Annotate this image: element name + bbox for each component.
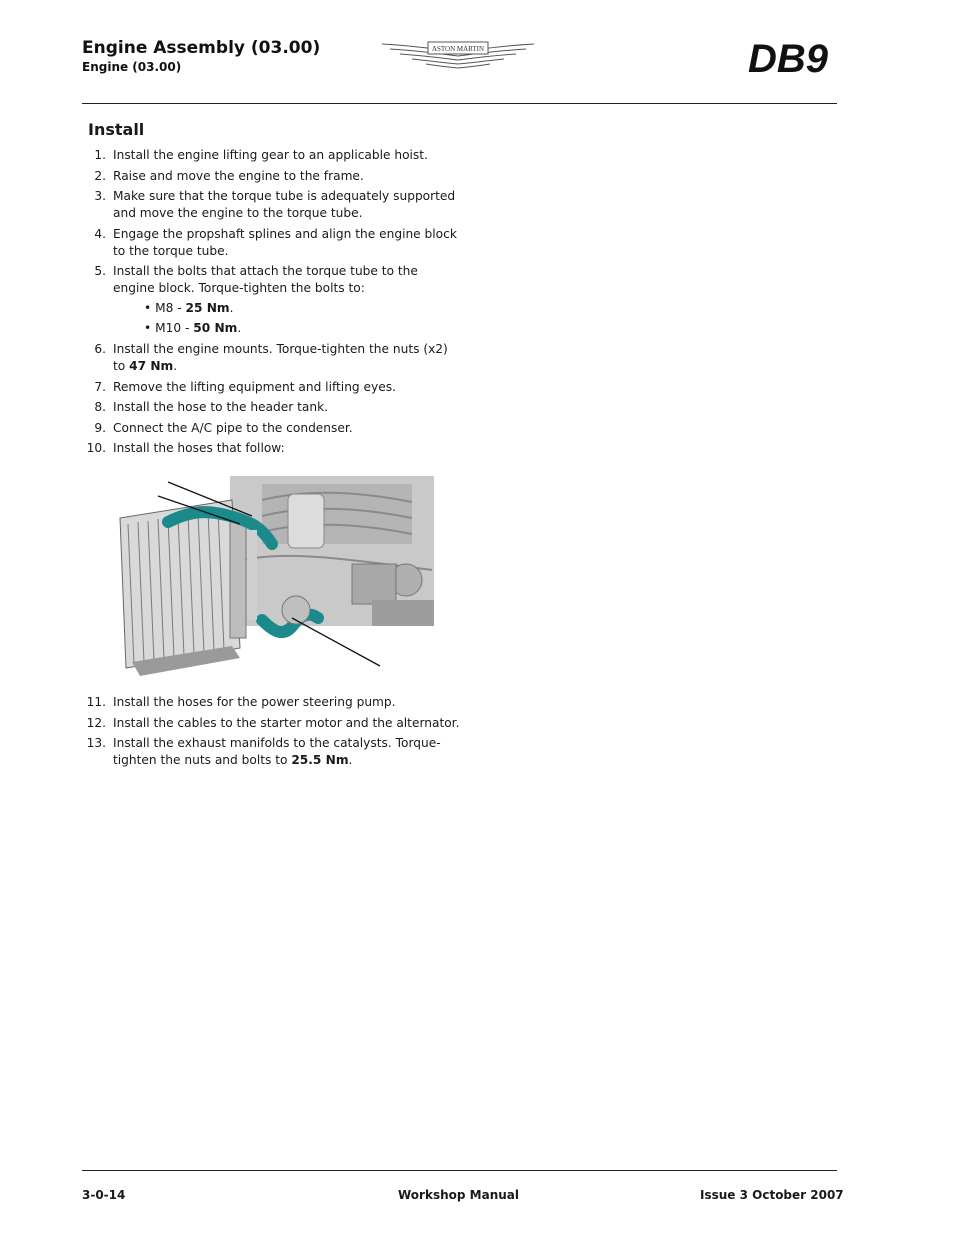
- torque-value: 25 Nm: [185, 301, 230, 316]
- torque-value: 25.5 Nm: [291, 753, 349, 768]
- bolt-size: M8: [155, 301, 174, 316]
- step-text: Install the hoses that follow:: [113, 441, 285, 456]
- torque-value: 47 Nm: [129, 358, 174, 373]
- list-item: [82, 226, 462, 260]
- step-number: 10.: [86, 441, 106, 456]
- step-number: 4.: [94, 226, 106, 241]
- step-number: 5.: [94, 264, 106, 279]
- step-number: 1.: [94, 148, 106, 162]
- step-number: 13.: [86, 736, 106, 751]
- torque-value: 50 Nm: [193, 321, 238, 336]
- db9-model-logo: [748, 30, 844, 80]
- step-number: 3.: [94, 189, 106, 204]
- step-text: Install the hose to the header tank.: [113, 400, 329, 415]
- step-text: Make sure that the torque tube is adequately supported and move the engine to the torque tube.: [113, 189, 456, 221]
- manual-title: Workshop Manual: [398, 1188, 519, 1202]
- install-steps-list: [82, 147, 462, 461]
- step-text: Install the cables to the starter motor and the alternator.: [113, 715, 460, 730]
- step-text: Engage the propshaft splines and align the engine block to the torque tube.: [113, 226, 457, 258]
- header-subtitle: Engine (03.00): [82, 60, 182, 74]
- list-item: [82, 341, 462, 375]
- step-text: Raise and move the engine to the frame.: [113, 168, 364, 183]
- step-number: 12.: [86, 715, 106, 730]
- install-steps-list-continued: [82, 694, 462, 773]
- step-number: 6.: [94, 341, 106, 356]
- list-item: [82, 188, 462, 222]
- list-item: [82, 168, 462, 185]
- step-number: 9.: [94, 420, 106, 435]
- step-number: 11.: [86, 695, 106, 709]
- aston-martin-wings-logo: [380, 36, 536, 80]
- torque-spec-m8: • M8 - 25 Nm.: [144, 301, 234, 316]
- list-item: [82, 420, 462, 437]
- step-text: Remove the lifting equipment and lifting eyes.: [113, 379, 396, 394]
- list-item: [82, 694, 462, 711]
- bolt-size: M10: [155, 321, 182, 336]
- step-text-body: Install the engine mounts. Torque-tighten the nuts (x2) to: [113, 341, 448, 373]
- step-number: 7.: [94, 379, 106, 394]
- list-item: [82, 263, 462, 337]
- step-text: Install the bolts that attach the torque tube to the engine block. Torque-tighten the bolts to:: [113, 264, 418, 296]
- list-item: [82, 715, 462, 732]
- step-number: 2.: [94, 168, 106, 183]
- header-title: Engine Assembly (03.00): [82, 38, 321, 58]
- list-item: [82, 440, 462, 457]
- step-text: Connect the A/C pipe to the condenser.: [113, 420, 353, 435]
- issue-date: Issue 3 October 2007: [700, 1188, 844, 1202]
- model-logo-text: DB9: [748, 37, 829, 80]
- step-text: Install the engine lifting gear to an applicable hoist.: [113, 148, 428, 162]
- step-text: Install the engine mounts. Torque-tighten the nuts (x2) to 47 Nm.: [113, 341, 448, 373]
- list-item: [82, 399, 462, 416]
- brand-logo-text: ASTON MARTIN: [431, 45, 485, 53]
- list-item: [82, 735, 462, 769]
- list-item: [82, 379, 462, 396]
- header-rule: [82, 103, 837, 104]
- step-number: 8.: [94, 400, 106, 415]
- section-heading: Install: [88, 120, 145, 139]
- footer-rule: [82, 1170, 837, 1171]
- step-text: Install the exhaust manifolds to the catalysts. Torque-tighten the nuts and bolts to 25.5 Nm.: [113, 736, 441, 768]
- step-text: Install the hoses for the power steering pump.: [113, 695, 396, 709]
- page-number: 3-0-14: [82, 1188, 126, 1202]
- step-text-body: Install the exhaust manifolds to the catalysts. Torque-tighten the nuts and bolts to: [113, 736, 441, 768]
- engine-hoses-illustration: [112, 470, 434, 680]
- list-item: [82, 147, 462, 164]
- torque-spec-m10: • M10 - 50 Nm.: [144, 321, 242, 336]
